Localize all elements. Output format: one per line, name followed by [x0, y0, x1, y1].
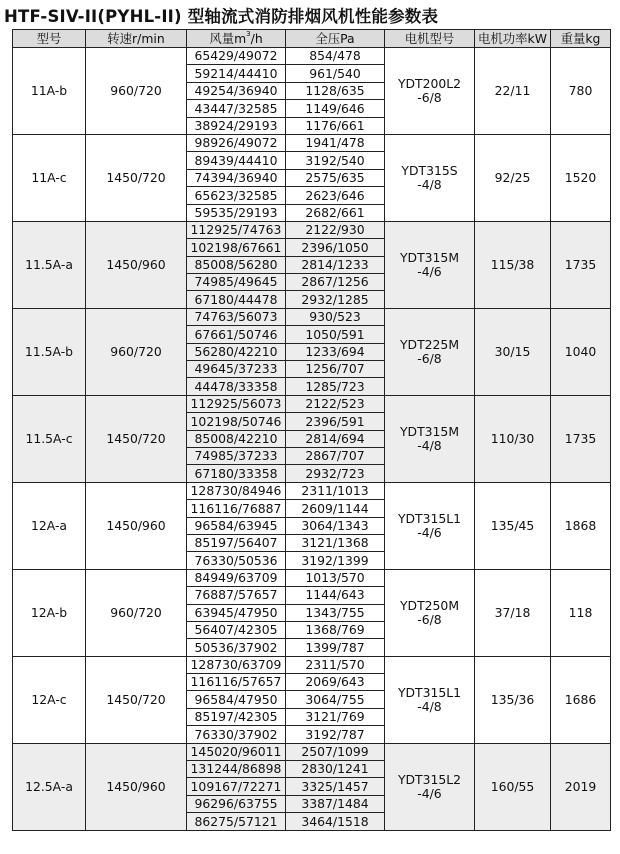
- airflow-cell: 44478/33358: [187, 378, 286, 395]
- header-weight: 重量kg: [551, 30, 611, 48]
- pressure-cell: 961/540: [286, 65, 385, 82]
- weight-cell: 1735: [551, 221, 611, 308]
- power-cell: 37/18: [475, 569, 551, 656]
- model-cell: 11.5A-c: [13, 395, 86, 482]
- airflow-cell: 85197/56407: [187, 534, 286, 551]
- motor-cell: [385, 395, 475, 482]
- pressure-cell: 1343/755: [286, 604, 385, 621]
- pressure-cell: 1176/661: [286, 117, 385, 134]
- pressure-cell: 3064/755: [286, 691, 385, 708]
- header-pressure: 全压Pa: [286, 30, 385, 48]
- motor-line-1: YDT200L2: [397, 76, 462, 92]
- pressure-cell: 2575/635: [286, 169, 385, 186]
- table-row: [13, 48, 611, 65]
- airflow-cell: 116116/57657: [187, 674, 286, 691]
- airflow-cell: 76330/50536: [187, 552, 286, 569]
- model-group: [13, 569, 611, 656]
- model-cell: 12.5A-a: [13, 743, 86, 830]
- pressure-cell: 2867/707: [286, 447, 385, 464]
- model-group: [13, 482, 611, 569]
- header-motor: 电机型号: [385, 30, 475, 48]
- pressure-cell: 2069/643: [286, 674, 385, 691]
- speed-cell: 1450/720: [86, 656, 187, 743]
- model-group: [13, 656, 611, 743]
- pressure-cell: 2867/1256: [286, 274, 385, 291]
- motor-cell: [385, 221, 475, 308]
- pressure-cell: 1941/478: [286, 134, 385, 151]
- motor-cell: [385, 656, 475, 743]
- pressure-cell: 3192/1399: [286, 552, 385, 569]
- power-cell: 22/11: [475, 48, 551, 135]
- model-cell: 12A-b: [13, 569, 86, 656]
- table-row: [13, 743, 611, 760]
- header-airflow-prefix: 风量m: [209, 30, 247, 46]
- motor-cell: [385, 48, 475, 135]
- pressure-cell: 2122/930: [286, 221, 385, 238]
- airflow-cell: 38924/29193: [187, 117, 286, 134]
- airflow-cell: 56407/42305: [187, 621, 286, 638]
- header-airflow-sup: 3: [246, 29, 251, 38]
- airflow-cell: 59535/29193: [187, 204, 286, 221]
- airflow-cell: 74985/49645: [187, 274, 286, 291]
- motor-cell: [385, 134, 475, 221]
- weight-cell: 780: [551, 48, 611, 135]
- weight-cell: 118: [551, 569, 611, 656]
- pressure-cell: 3064/1343: [286, 517, 385, 534]
- model-group: [13, 308, 611, 395]
- airflow-cell: 98926/49072: [187, 134, 286, 151]
- header-airflow: [187, 30, 286, 48]
- pressure-cell: 1285/723: [286, 378, 385, 395]
- airflow-cell: 109167/72271: [187, 778, 286, 795]
- pressure-cell: 2311/570: [286, 656, 385, 673]
- model-group: [13, 395, 611, 482]
- speed-cell: 1450/960: [86, 221, 187, 308]
- pressure-cell: 2932/723: [286, 465, 385, 482]
- airflow-cell: 65623/32585: [187, 187, 286, 204]
- weight-cell: 2019: [551, 743, 611, 830]
- motor-line-1: YDT250M: [399, 598, 460, 614]
- airflow-cell: 43447/32585: [187, 100, 286, 117]
- airflow-cell: 86275/57121: [187, 813, 286, 830]
- pressure-cell: 2814/1233: [286, 256, 385, 273]
- airflow-cell: 74394/36940: [187, 169, 286, 186]
- model-cell: 12A-a: [13, 482, 86, 569]
- airflow-cell: 85197/42305: [187, 708, 286, 725]
- motor-cell: [385, 308, 475, 395]
- power-cell: 110/30: [475, 395, 551, 482]
- pressure-cell: 3387/1484: [286, 795, 385, 812]
- pressure-cell: 2396/591: [286, 413, 385, 430]
- table-row: [13, 221, 611, 238]
- pressure-cell: 930/523: [286, 308, 385, 325]
- weight-cell: 1686: [551, 656, 611, 743]
- power-cell: 92/25: [475, 134, 551, 221]
- table-row: [13, 308, 611, 325]
- pressure-cell: 1050/591: [286, 326, 385, 343]
- airflow-cell: 74985/37233: [187, 447, 286, 464]
- power-cell: 30/15: [475, 308, 551, 395]
- airflow-cell: 96296/63755: [187, 795, 286, 812]
- pressure-cell: 1149/646: [286, 100, 385, 117]
- airflow-cell: 112925/56073: [187, 395, 286, 412]
- motor-line-2: -4/6: [417, 524, 442, 540]
- motor-line-1: YDT315L1: [397, 511, 462, 527]
- motor-cell: [385, 743, 475, 830]
- airflow-cell: 116116/76887: [187, 500, 286, 517]
- airflow-cell: 65429/49072: [187, 48, 286, 65]
- performance-table: [12, 29, 611, 831]
- motor-line-2: -6/8: [417, 350, 442, 366]
- motor-line-1: YDT315M: [399, 250, 460, 266]
- motor-line-2: -4/8: [417, 176, 442, 192]
- motor-line-2: -6/8: [417, 611, 442, 627]
- weight-cell: 1735: [551, 395, 611, 482]
- airflow-cell: 102198/50746: [187, 413, 286, 430]
- airflow-cell: 128730/63709: [187, 656, 286, 673]
- airflow-cell: 96584/47950: [187, 691, 286, 708]
- airflow-cell: 76887/57657: [187, 587, 286, 604]
- model-group: [13, 743, 611, 830]
- pressure-cell: 2814/694: [286, 430, 385, 447]
- airflow-cell: 59214/44410: [187, 65, 286, 82]
- motor-line-1: YDT315S: [401, 163, 458, 179]
- speed-cell: 1450/960: [86, 743, 187, 830]
- motor-line-2: -6/8: [417, 89, 442, 105]
- model-cell: 12A-c: [13, 656, 86, 743]
- speed-cell: 1450/720: [86, 395, 187, 482]
- table-row: [13, 482, 611, 499]
- pressure-cell: 3192/787: [286, 726, 385, 743]
- motor-line-2: -4/8: [417, 698, 442, 714]
- pressure-cell: 3192/540: [286, 152, 385, 169]
- model-cell: 11.5A-b: [13, 308, 86, 395]
- pressure-cell: 2932/1285: [286, 291, 385, 308]
- airflow-cell: 56280/42210: [187, 343, 286, 360]
- weight-cell: 1520: [551, 134, 611, 221]
- pressure-cell: 2122/523: [286, 395, 385, 412]
- motor-line-2: -4/6: [417, 263, 442, 279]
- airflow-cell: 112925/74763: [187, 221, 286, 238]
- model-group: [13, 134, 611, 221]
- pressure-cell: 2396/1050: [286, 239, 385, 256]
- pressure-cell: 3121/1368: [286, 534, 385, 551]
- pressure-cell: 1144/643: [286, 587, 385, 604]
- pressure-cell: 2682/661: [286, 204, 385, 221]
- pressure-cell: 2609/1144: [286, 500, 385, 517]
- pressure-cell: 1368/769: [286, 621, 385, 638]
- motor-cell: [385, 482, 475, 569]
- weight-cell: 1868: [551, 482, 611, 569]
- airflow-cell: 96584/63945: [187, 517, 286, 534]
- speed-cell: 960/720: [86, 308, 187, 395]
- airflow-cell: 49645/37233: [187, 361, 286, 378]
- airflow-cell: 102198/67661: [187, 239, 286, 256]
- airflow-cell: 89439/44410: [187, 152, 286, 169]
- pressure-cell: 3325/1457: [286, 778, 385, 795]
- airflow-cell: 50536/37902: [187, 639, 286, 656]
- pressure-cell: 3464/1518: [286, 813, 385, 830]
- airflow-cell: 67180/33358: [187, 465, 286, 482]
- pressure-cell: 2623/646: [286, 187, 385, 204]
- speed-cell: 960/720: [86, 48, 187, 135]
- airflow-cell: 128730/84946: [187, 482, 286, 499]
- model-cell: 11A-c: [13, 134, 86, 221]
- motor-line-1: YDT315L2: [397, 771, 462, 787]
- airflow-cell: 85008/42210: [187, 430, 286, 447]
- airflow-cell: 131244/86898: [187, 761, 286, 778]
- airflow-cell: 85008/56280: [187, 256, 286, 273]
- page-title: HTF-SIV-II(PYHL-II) 型轴流式消防排烟风机性能参数表: [4, 7, 439, 26]
- pressure-cell: 1256/707: [286, 361, 385, 378]
- pressure-cell: 3121/769: [286, 708, 385, 725]
- power-cell: 160/55: [475, 743, 551, 830]
- table-row: [13, 134, 611, 151]
- header-airflow-suffix: /h: [250, 30, 263, 46]
- pressure-cell: 1128/635: [286, 82, 385, 99]
- airflow-cell: 67180/44478: [187, 291, 286, 308]
- header-speed: 转速r/min: [86, 30, 187, 48]
- model-cell: 11.5A-a: [13, 221, 86, 308]
- speed-cell: 1450/720: [86, 134, 187, 221]
- model-cell: 11A-b: [13, 48, 86, 135]
- header-row: [13, 30, 611, 48]
- pressure-cell: 2830/1241: [286, 761, 385, 778]
- pressure-cell: 854/478: [286, 48, 385, 65]
- model-group: [13, 221, 611, 308]
- model-group: [13, 48, 611, 135]
- power-cell: 135/36: [475, 656, 551, 743]
- pressure-cell: 1013/570: [286, 569, 385, 586]
- airflow-cell: 63945/47950: [187, 604, 286, 621]
- power-cell: 115/38: [475, 221, 551, 308]
- pressure-cell: 1233/694: [286, 343, 385, 360]
- table-row: [13, 656, 611, 673]
- speed-cell: 960/720: [86, 569, 187, 656]
- speed-cell: 1450/960: [86, 482, 187, 569]
- pressure-cell: 1399/787: [286, 639, 385, 656]
- airflow-cell: 84949/63709: [187, 569, 286, 586]
- airflow-cell: 67661/50746: [187, 326, 286, 343]
- header-model: 型号: [13, 30, 86, 48]
- airflow-cell: 74763/56073: [187, 308, 286, 325]
- motor-line-2: -4/8: [417, 437, 442, 453]
- motor-line-1: YDT315M: [399, 424, 460, 440]
- weight-cell: 1040: [551, 308, 611, 395]
- table-row: [13, 569, 611, 586]
- power-cell: 135/45: [475, 482, 551, 569]
- motor-line-1: YDT225M: [399, 337, 460, 353]
- header-power: 电机功率kW: [475, 30, 551, 48]
- motor-line-1: YDT315L1: [397, 685, 462, 700]
- airflow-cell: 49254/36940: [187, 82, 286, 99]
- table-row: [13, 395, 611, 412]
- motor-cell: [385, 569, 475, 656]
- pressure-cell: 2507/1099: [286, 743, 385, 760]
- motor-line-2: -4/6: [417, 785, 442, 801]
- airflow-cell: 76330/37902: [187, 726, 286, 743]
- airflow-cell: 145020/96011: [187, 743, 286, 760]
- pressure-cell: 2311/1013: [286, 482, 385, 499]
